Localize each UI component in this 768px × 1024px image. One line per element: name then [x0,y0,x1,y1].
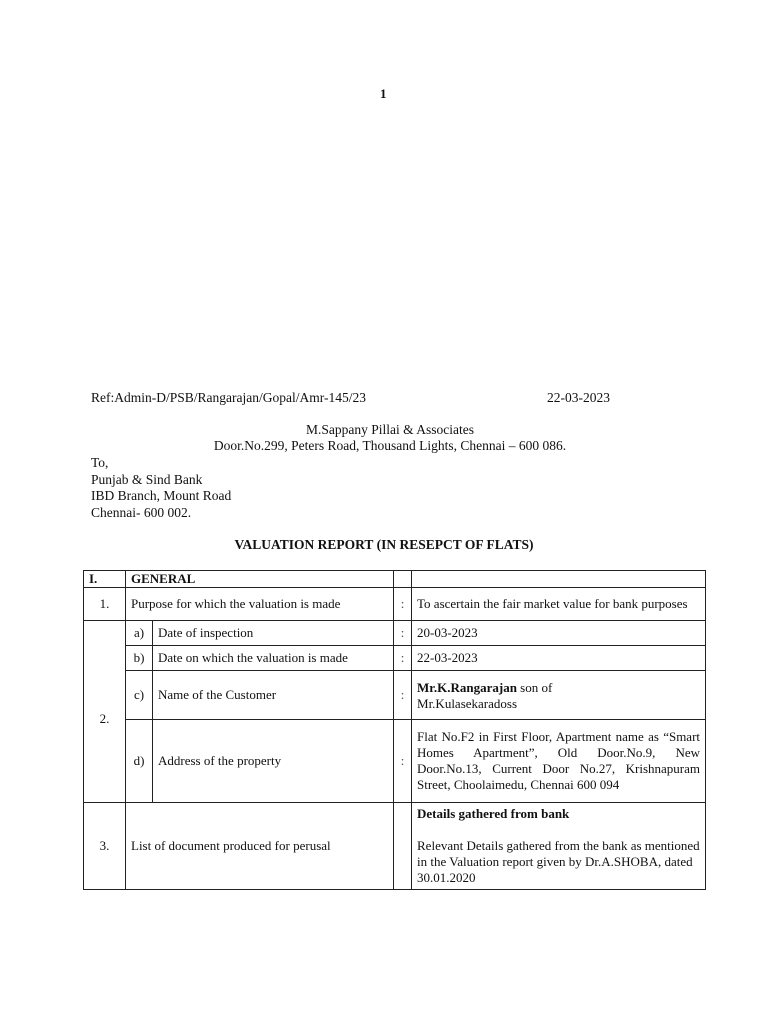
table-row [84,720,706,803]
recipient-bank: Punjab & Sind Bank [91,471,203,487]
sub-index: d) [126,720,153,803]
report-title: VALUATION REPORT (IN RESEPCT OF FLATS) [234,537,534,552]
report-date: 22-03-2023 [547,390,610,405]
valuation-date-label: Date on which the valuation is made [153,646,394,671]
sub-index: c) [126,671,153,720]
colon: : [394,646,412,671]
customer-name-value [412,671,706,720]
valuation-date-value: 22-03-2023 [412,646,706,671]
purpose-label: Purpose for which the valuation is made [126,588,394,621]
inspection-date-value: 20-03-2023 [412,621,706,646]
recipient-to: To, [91,455,109,470]
documents-heading: Details gathered from bank [417,806,570,821]
documents-label: List of document produced for perusal [126,803,394,890]
documents-value [412,803,706,890]
reference-number: Ref:Admin-D/PSB/Rangarajan/Gopal/Amr-145/23 [91,390,366,405]
table-row [84,621,706,646]
customer-father: Mr.Kulasekaradoss [417,695,518,711]
section-title: GENERAL [126,571,394,588]
page-number: 1 [380,86,387,101]
recipient-block [91,455,231,521]
table-row [84,803,706,890]
property-address-value: Flat No.F2 in First Floor, Apartment name as “Smart Homes Apartment”, Old Door.No.9, New Door.No.13, Current Door No.27, Krishnapuram Street, Choolaimedu, Chennai 600 094 [412,720,706,803]
customer-name-label: Name of the Customer [153,671,394,720]
recipient-branch: IBD Branch, Mount Road [91,488,232,503]
colon: : [394,621,412,646]
sub-index: b) [126,646,153,671]
firm-name: M.Sappany Pillai & Associates [306,422,474,437]
firm-address: Door.No.299, Peters Road, Thousand Lights, Chennai – 600 086. [213,438,567,453]
customer-relation: son of [516,679,553,695]
table-row [84,571,706,588]
recipient-city: Chennai- 600 002. [91,504,192,520]
colon: : [394,588,412,621]
row-number: 1. [84,588,126,621]
customer-name: Mr.K.Rangarajan [417,679,517,695]
colon: : [394,671,412,720]
colon: : [394,720,412,803]
documents-text: Relevant Details gathered from the bank as mentioned in the Valuation report given by Dr.A.SHOBA, dated 30.01.2020 [417,838,700,885]
section-number: I. [84,571,126,588]
table-row [84,646,706,671]
row-number: 2. [84,621,126,803]
row-number: 3. [84,803,126,890]
valuation-table [83,570,706,890]
table-row [84,671,706,720]
property-address-label: Address of the property [153,720,394,803]
purpose-value: To ascertain the fair market value for bank purposes [412,588,706,621]
inspection-date-label: Date of inspection [153,621,394,646]
table-row [84,588,706,621]
sub-index: a) [126,621,153,646]
